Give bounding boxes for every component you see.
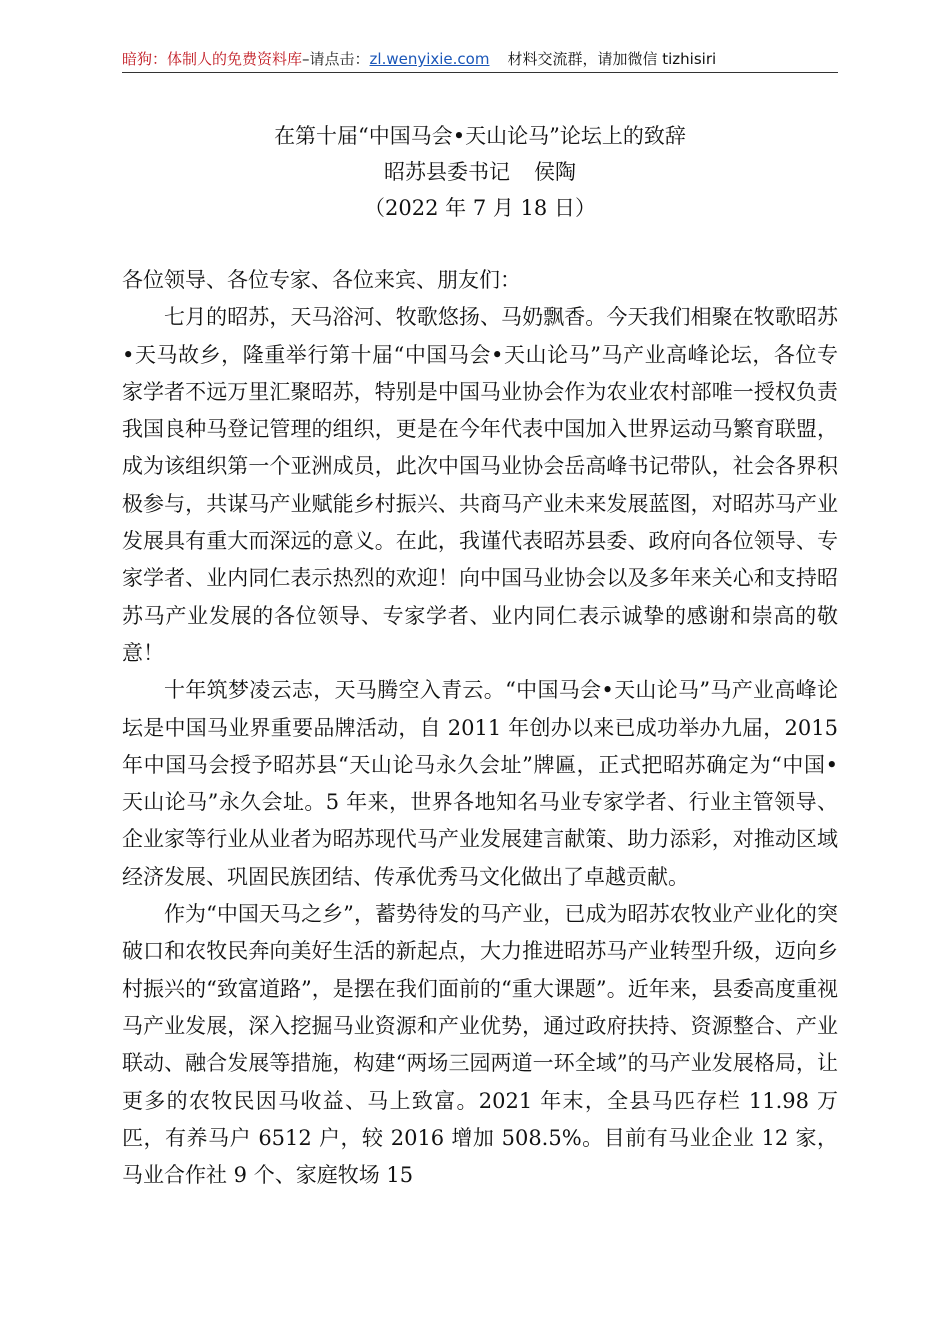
header-brand: 暗狗：体制人的免费资料库 (122, 50, 303, 68)
paragraph: 作为“中国天马之乡”，蓄势待发的马产业，已成为昭苏农牧业产业化的突破口和农牧民奔向美好生活的新起点，大力推进昭苏马产业转型升级，迈向乡村振兴的“致富道路”，是摆在我们面前的“重大课题”。近年来，县委高度重视马产业发展，深入挖掘马业资源和产业优势，通过政府扶持、资源整合、产业联动、融合发展等措施，构建“两场三园两道一环全域”的马产业发展格局，让更多的农牧民因马收益、马上致富。2021 年末，全县马匹存栏 11.98 万匹，有养马户 6512 户，较 2016 增加 508.5%。目前有马业企业 12 家，马业合作社 9 个、家庭牧场 15 (122, 902, 838, 1188)
document-date: （2022 年 7 月 18 日） (364, 196, 596, 220)
author-line (122, 154, 838, 190)
salutation: 各位领导、各位专家、各位来宾、朋友们： (122, 268, 521, 292)
title-block (122, 118, 838, 226)
author-name: 侯陶 (534, 160, 576, 184)
author-role: 昭苏县委书记 (384, 160, 510, 184)
header-prompt: –请点击： (302, 50, 370, 68)
document-body (122, 262, 838, 1194)
header-divider (122, 72, 838, 73)
page-header (122, 46, 838, 72)
paragraph: 七月的昭苏，天马浴河、牧歌悠扬、马奶飘香。今天我们相聚在牧歌昭苏•天马故乡，隆重举行第十届“中国马会•天山论马”马产业高峰论坛，各位专家学者不远万里汇聚昭苏，特别是中国马业协会作为农业农村部唯一授权负责我国良种马登记管理的组织，更是在今年代表中国加入世界运动马繁育联盟，成为该组织第一个亚洲成员，此次中国马业协会岳高峰书记带队，社会各界积极参与，共谋马产业赋能乡村振兴、共商马产业未来发展蓝图，对昭苏马产业发展具有重大而深远的意义。在此，我谨代表昭苏县委、政府向各位领导、专家学者、业内同仁表示热烈的欢迎！向中国马业协会以及多年来关心和支持昭苏马产业发展的各位领导、专家学者、业内同仁表示诚挚的感谢和崇高的敬意！ (122, 305, 838, 665)
header-link[interactable]: zl.wenyixie.com (369, 50, 490, 68)
document-title: 在第十届“中国马会•天山论马”论坛上的致辞 (274, 124, 686, 148)
paragraph: 十年筑梦凌云志，天马腾空入青云。“中国马会•天山论马”马产业高峰论坛是中国马业界重要品牌活动，自 2011 年创办以来已成功举办九届，2015 年中国马会授予昭苏县“天山论马永久会址”牌匾，正式把昭苏确定为“中国•天山论马”永久会址。5 年来，世界各地知名马业专家学者、行业主管领导、企业家等行业从业者为昭苏现代马产业发展建言献策、助力添彩，对推动区域经济发展、巩固民族团结、传承优秀马文化做出了卓越贡献。 (122, 678, 838, 889)
header-contact: 材料交流群，请加微信 tizhisiri (507, 50, 717, 68)
